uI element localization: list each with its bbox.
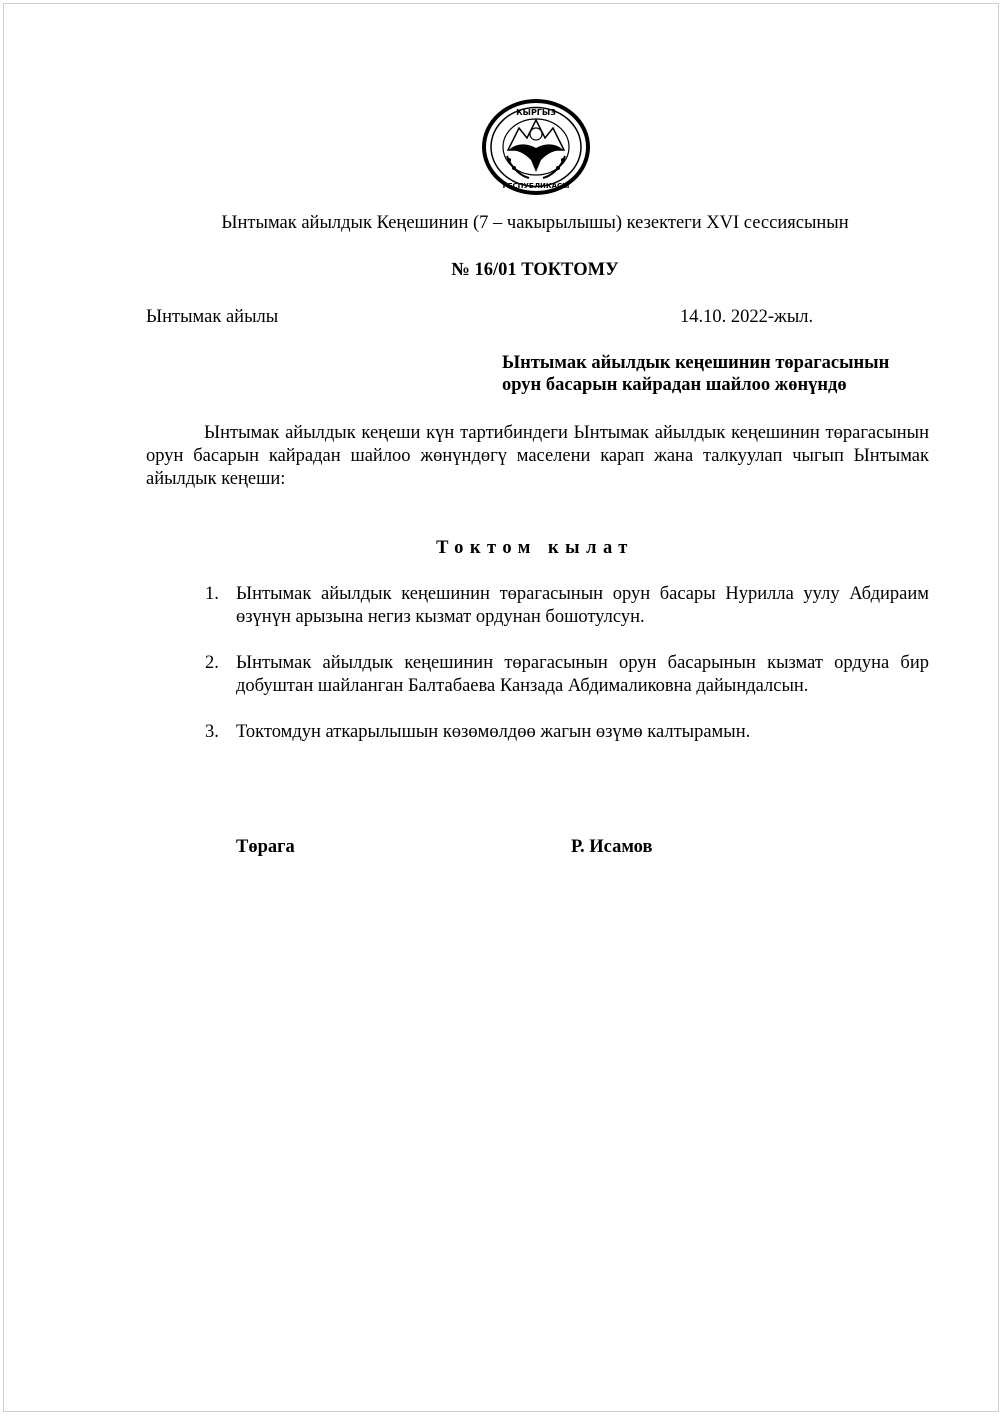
- document-subject: [502, 352, 942, 396]
- emblem-top-text: КЫРГЫЗ: [516, 108, 556, 117]
- decree-item-text: Токтомдун аткарылышын көзөмөлдөө жагын өзүмө калтырамын.: [236, 722, 751, 742]
- session-header-text: Ынтымак айылдык Кеңешинин (7 – чакырылышы) кезектеги XVI сессиясынын: [221, 213, 849, 233]
- decree-item-text: Ынтымак айылдык кеңешинин төрагасынын орун басары Нурилла уулу Абдираим өзүнүн арызына негиз кызмат ордунан бошотулсун.: [236, 584, 929, 627]
- decree-item-number: 1.: [205, 584, 219, 604]
- document-title-text: № 16/01 ТОКТОМУ: [451, 260, 619, 280]
- intro-paragraph: Ынтымак айылдык кеңеши күн тартибиндеги Ынтымак айылдык кеңешинин төрагасынын орун басарын кайрадан шайлоо жөнүндөгү маселени карап жана талкуулап чыгып Ынтымак айылдык кеңеши:: [146, 423, 929, 489]
- decree-item-number: 3.: [205, 722, 219, 742]
- decree-heading-text: Токтом кылат: [436, 538, 634, 558]
- document-place: Ынтымак айылы: [146, 307, 279, 327]
- decree-items: [205, 583, 929, 767]
- kyrgyz-republic-emblem-icon: [481, 98, 591, 196]
- subject-line-1: Ынтымак айылдык кеңешинин төрагасынын: [502, 353, 890, 373]
- session-header: [0, 213, 1004, 234]
- emblem-bottom-text: РЕСПУБЛИКАСЫ: [502, 182, 570, 190]
- decree-item-2: [205, 652, 929, 698]
- decree-item-3: [205, 721, 929, 744]
- signature-name: Р. Исамов: [571, 837, 653, 857]
- decree-heading: [0, 538, 1004, 559]
- decree-item-text: Ынтымак айылдык кеңешинин төрагасынын орун басарынын кызмат ордуна бир добуштан шайланган Балтабаева Канзада Абдималиковна дайындалсын.: [236, 653, 929, 696]
- decree-item-number: 2.: [205, 653, 219, 673]
- document-date: 14.10. 2022-жыл.: [680, 307, 814, 327]
- decree-item-1: [205, 583, 929, 629]
- document-title: [0, 260, 1004, 281]
- signature-role: Төрага: [236, 837, 295, 857]
- subject-line-2: орун басарын кайрадан шайлоо жөнүндө: [502, 375, 847, 395]
